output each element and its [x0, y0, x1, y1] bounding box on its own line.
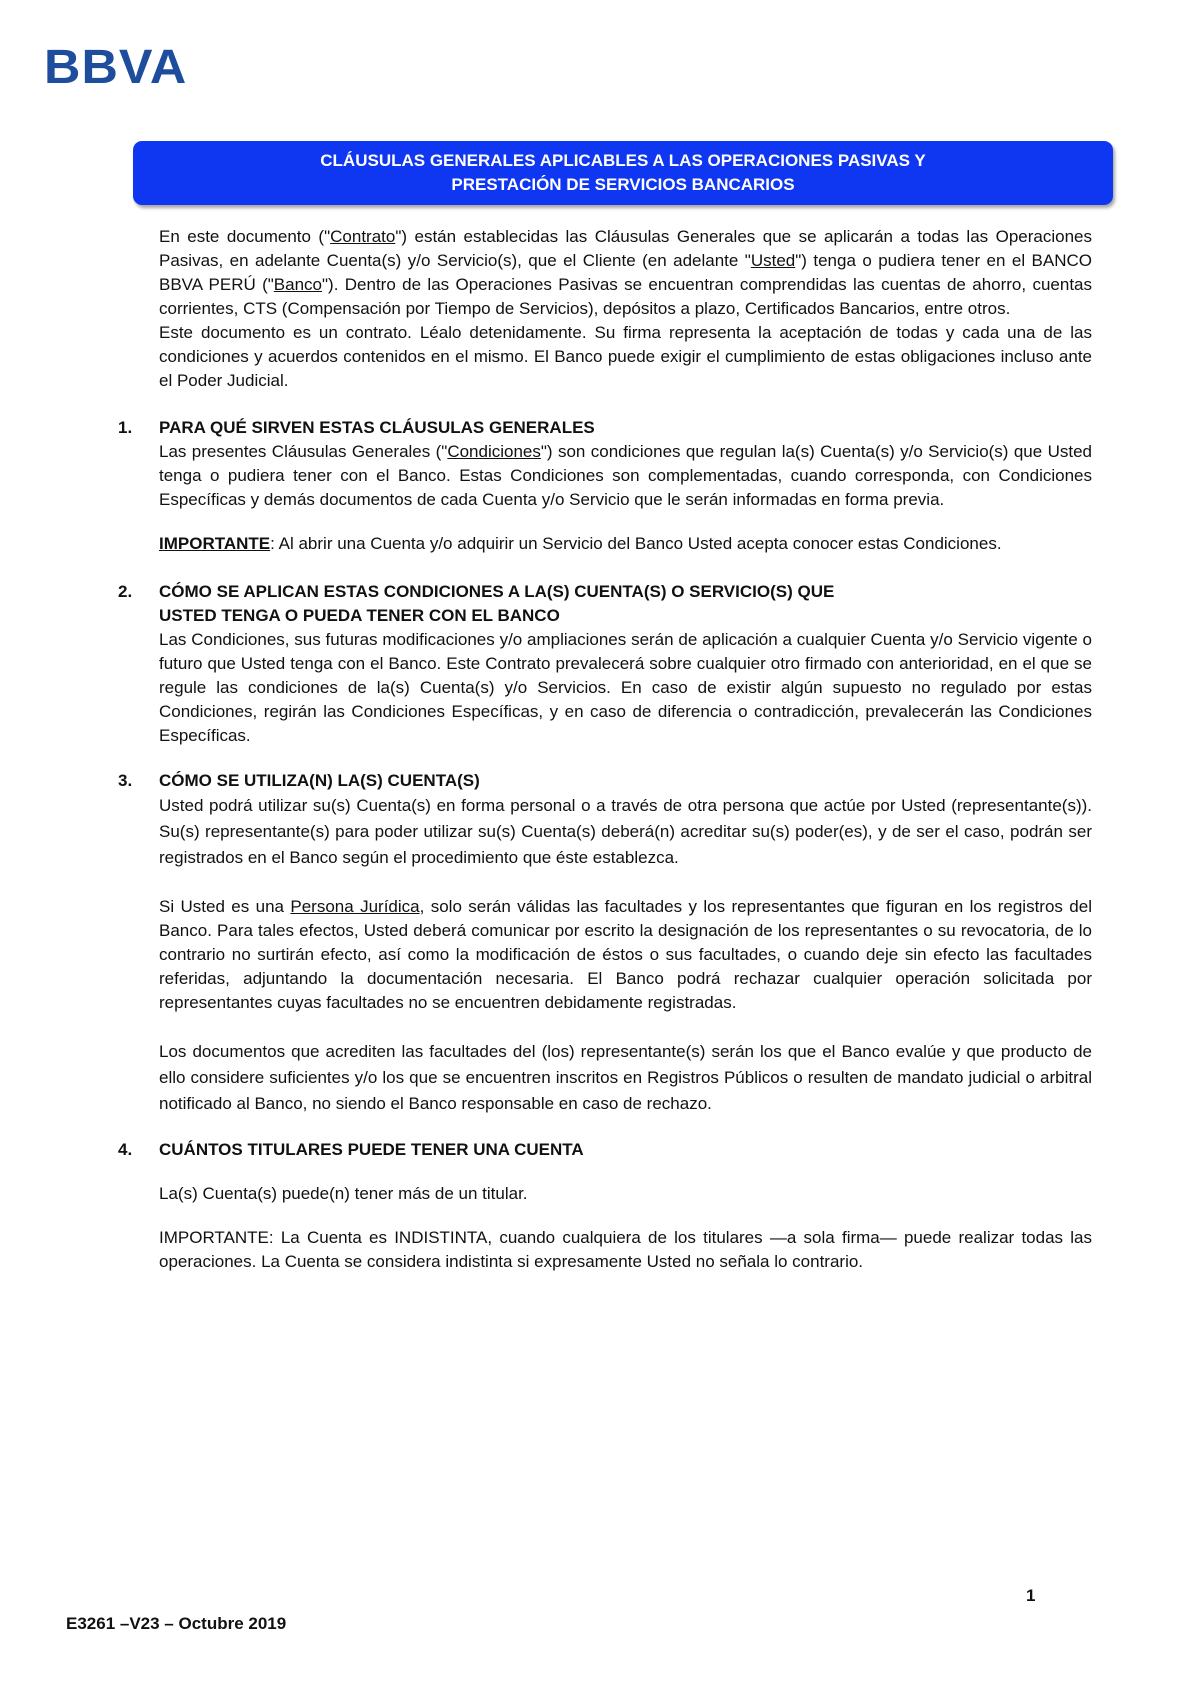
- text-run: Si Usted es una: [159, 897, 291, 916]
- section-1: [118, 416, 1092, 556]
- text-run: USTED TENGA O PUEDA TENER CON EL BANCO: [159, 606, 560, 625]
- section-heading: PARA QUÉ SIRVEN ESTAS CLÁUSULAS GENERALES: [159, 418, 595, 437]
- title-line-1: CLÁUSULAS GENERALES APLICABLES A LAS OPERACIONES PASIVAS Y: [320, 151, 926, 170]
- section-number: 4.: [118, 1140, 133, 1159]
- section-heading: CUÁNTOS TITULARES PUEDE TENER UNA CUENTA: [159, 1140, 584, 1159]
- section-heading: CÓMO SE UTILIZA(N) LA(S) CUENTA(S): [159, 771, 480, 790]
- section-number: 1.: [118, 418, 133, 437]
- text-run: En este documento (": [159, 227, 331, 246]
- page-number: 1: [1026, 1586, 1036, 1605]
- bbva-logo: BBVA: [44, 41, 188, 94]
- section-number: 3.: [118, 771, 133, 790]
- section-4: [118, 1138, 1092, 1274]
- defined-term-contrato: Contrato: [330, 227, 396, 246]
- important-label: IMPORTANTE: [159, 534, 271, 553]
- intro-paragraph-1: [159, 225, 1092, 321]
- section-3: [118, 769, 1092, 1117]
- text-run: ") están establecidas las Cláusulas Generales que se aplicarán a todas las Operaciones Pasivas, en adelante Cuenta(s) y/o Servicio(s), que el Cliente (en adelante ": [159, 227, 1093, 270]
- section-paragraph: [159, 440, 1092, 512]
- document-code: E3261 –V23 – Octubre 2019: [66, 1614, 287, 1633]
- title-line-2: PRESTACIÓN DE SERVICIOS BANCARIOS: [451, 175, 795, 194]
- text-run: : Al abrir una Cuenta y/o adquirir un Servicio del Banco Usted acepta conocer estas Condiciones.: [270, 534, 1002, 553]
- section-paragraph: [159, 895, 1092, 1015]
- section-paragraph: Usted podrá utilizar su(s) Cuenta(s) en forma personal o a través de otra persona que actúe por Usted (representante(s)). Su(s) representante(s) para poder utilizar su(s) Cuenta(s) deberá(n) acreditar su(s) poder(es), y de ser el caso, podrán ser registrados en el Banco según el procedimiento que éste establezca.: [159, 796, 1092, 867]
- text-run: Las presentes Cláusulas Generales (": [159, 442, 448, 461]
- section-paragraph: Las Condiciones, sus futuras modificaciones y/o ampliaciones serán de aplicación a cualquier Cuenta y/o Servicio vigente o futuro que Usted tenga con el Banco. Este Contrato prevalecerá sobre cualquier otro firmado con anterioridad, en el que se regule las condiciones de la(s) Cuenta(s) y/o Servicios. En caso de existir algún supuesto no regulado por estas Condiciones, regirán las Condiciones Específicas, y en caso de diferencia o contradicción, prevalecerán las Condiciones Específicas.: [159, 630, 1092, 745]
- intro-paragraph-2: Este documento es un contrato. Léalo detenidamente. Su firma representa la aceptación de todas y cada una de las condiciones y acuerdos contenidos en el mismo. El Banco puede exigir el cumplimiento de estas obligaciones incluso ante el Poder Judicial.: [159, 323, 1092, 390]
- defined-term-banco: Banco: [273, 275, 322, 294]
- section-heading: [159, 580, 1092, 628]
- section-paragraph: IMPORTANTE: La Cuenta es INDISTINTA, cuando cualquiera de los titulares —a sola firma— puede realizar todas las operaciones. La Cuenta se considera indistinta si expresamente Usted no señala lo contrario.: [159, 1228, 1092, 1271]
- defined-term-condiciones: Condiciones: [447, 442, 541, 461]
- document-title-banner: [133, 141, 1113, 205]
- defined-term-usted: Usted: [750, 251, 796, 270]
- defined-term-persona-juridica: Persona Jurídica: [290, 897, 420, 916]
- important-note: [159, 532, 1092, 556]
- text-run: ") tenga o pudiera tener en el BANCO BBVA PERÚ (": [159, 251, 1093, 294]
- text-run: ") son condiciones que regulan la(s) Cuenta(s) y/o Servicio(s) que Usted tenga o pudiera tener con el Banco. Estas Condiciones son complementadas, cuando corresponda, con Condiciones Específicas y demás documentos de cada Cuenta y/o Servicio que le serán informadas en forma previa.: [159, 442, 1092, 509]
- section-paragraph: Los documentos que acrediten las facultades del (los) representante(s) serán los que el Banco evalúe y que producto de ello considere suficientes y/o los que se encuentren inscritos en Registros Públicos o resulten de mandato judicial o arbitral notificado al Banco, no siendo el Banco responsable en caso de rechazo.: [159, 1042, 1092, 1113]
- section-number: 2.: [118, 582, 133, 601]
- text-run: CÓMO SE APLICAN ESTAS CONDICIONES A LA(S) CUENTA(S) O SERVICIO(S) QUE: [159, 582, 835, 601]
- text-run: "). Dentro de las Operaciones Pasivas se encuentran comprendidas las cuentas de ahorro, cuentas corrientes, CTS (Compensación por Tiempo de Servicios), depósitos a plazo, Certificados Bancarios, entre otros.: [159, 275, 1092, 318]
- document-body: [118, 225, 1093, 1274]
- section-2: [118, 580, 1092, 748]
- section-paragraph: La(s) Cuenta(s) puede(n) tener más de un titular.: [159, 1184, 528, 1203]
- text-run: , solo serán válidas las facultades y los representantes que figuran en los registros del Banco. Para tales efectos, Usted deberá comunicar por escrito la designación de los representantes o su revocatoria, de lo contrario no surtirán efecto, así como la modificación de éstos o sus facultades, o cuando deje sin efecto las facultades referidas, adjuntando la documentación necesaria. El Banco podrá rechazar cualquier operación solicitada por representantes cuyas facultades no se encuentren debidamente registradas.: [159, 897, 1092, 1012]
